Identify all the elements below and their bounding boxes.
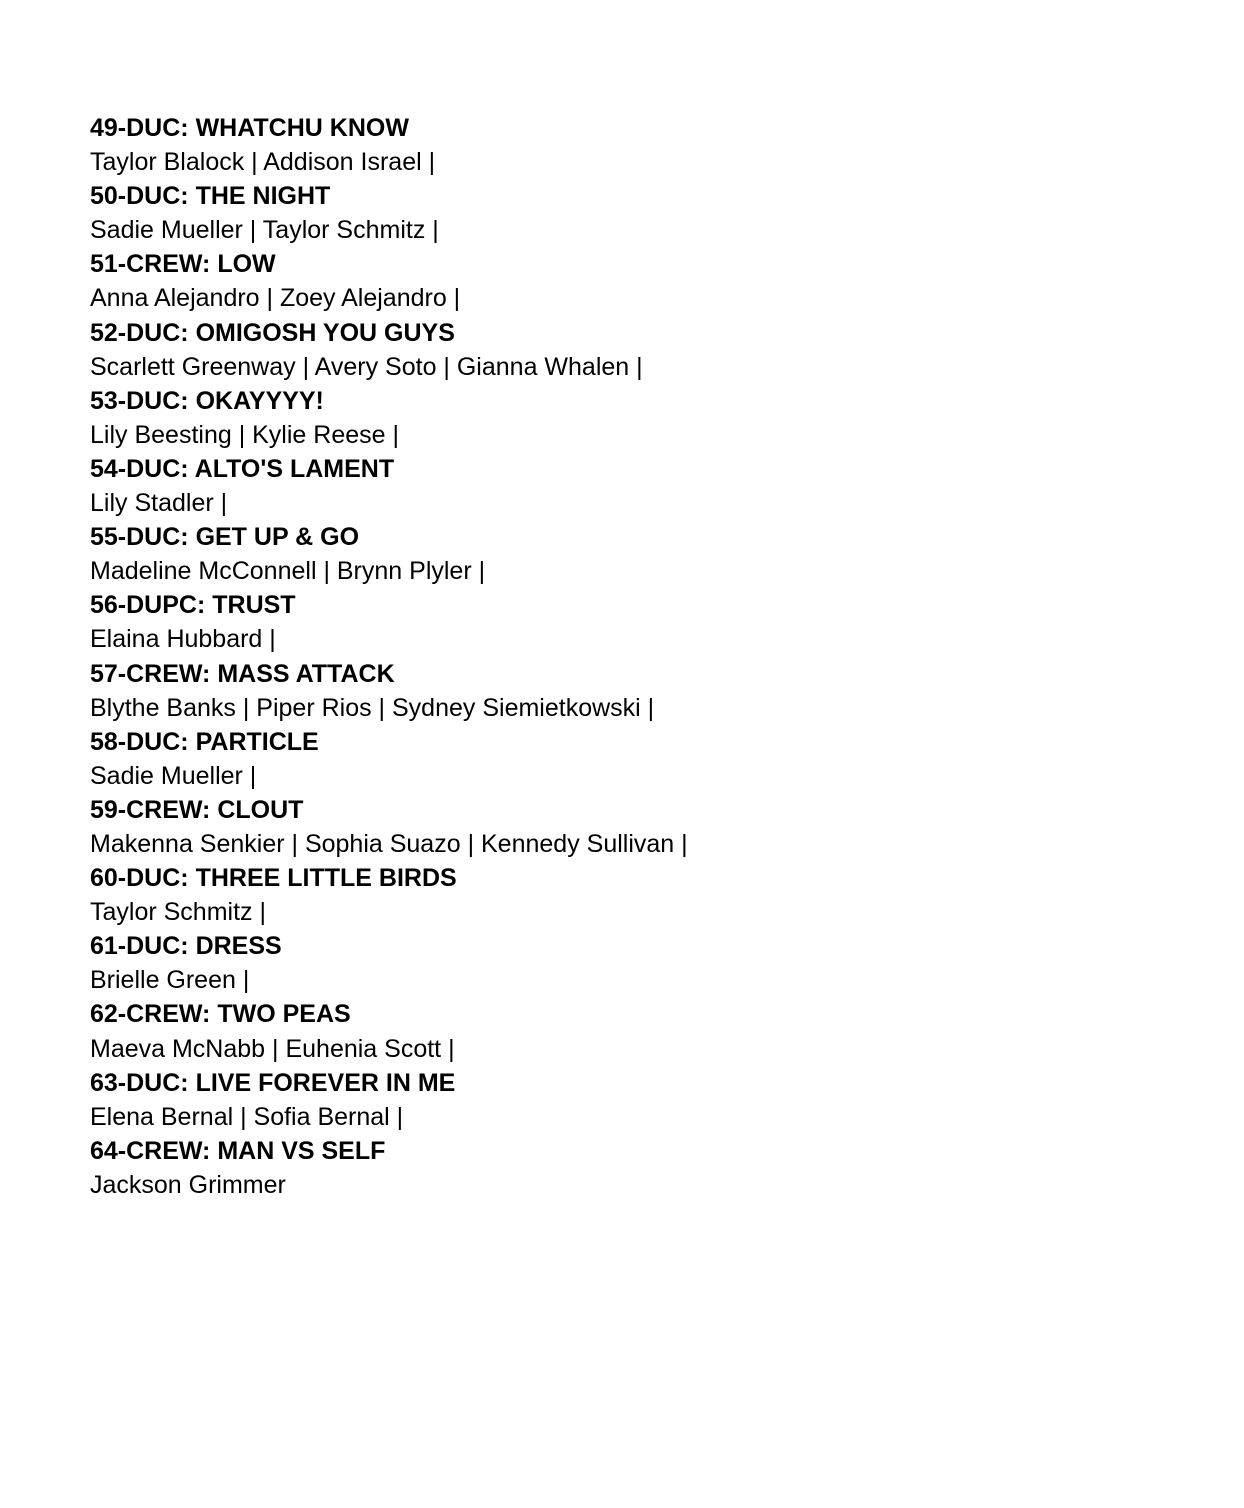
entry-64 [90,1134,1190,1202]
entry-performers: Lily Beesting | Kylie Reese | [90,420,399,449]
entry-performers: Maeva McNabb | Euhenia Scott | [90,1034,455,1063]
entry-performers: Blythe Banks | Piper Rios | Sydney Siemietkowski | [90,693,655,722]
entry-53 [90,384,1190,452]
entry-63 [90,1066,1190,1134]
entry-52 [90,316,1190,384]
entry-title: 56-DUPC: TRUST [90,591,296,620]
entry-title: 58-DUC: PARTICLE [90,727,319,756]
entry-performers: Madeline McConnell | Brynn Plyler | [90,557,486,586]
entry-performers: Sadie Mueller | Taylor Schmitz | [90,216,439,245]
entry-performers: Jackson Grimmer [90,1170,286,1199]
entry-title: 62-CREW: TWO PEAS [90,1000,351,1029]
entry-performers: Lily Stadler | [90,489,228,518]
entry-title: 64-CREW: MAN VS SELF [90,1136,386,1165]
entry-title: 55-DUC: GET UP & GO [90,523,360,552]
entry-title: 51-CREW: LOW [90,250,276,279]
entry-62 [90,997,1190,1065]
entry-performers: Elaina Hubbard | [90,625,276,654]
entry-performers: Anna Alejandro | Zoey Alejandro | [90,284,461,313]
entry-performers: Taylor Blalock | Addison Israel | [90,148,436,177]
entry-56 [90,588,1190,656]
entry-performers: Elena Bernal | Sofia Bernal | [90,1102,404,1131]
entry-58 [90,725,1190,793]
entry-title: 63-DUC: LIVE FOREVER IN ME [90,1068,456,1097]
entry-title: 52-DUC: OMIGOSH YOU GUYS [90,318,455,347]
entry-title: 61-DUC: DRESS [90,932,282,961]
program-list [90,111,1190,1202]
entry-title: 50-DUC: THE NIGHT [90,182,331,211]
entry-performers: Makenna Senkier | Sophia Suazo | Kennedy Sullivan | [90,829,688,858]
entry-performers: Scarlett Greenway | Avery Soto | Gianna Whalen | [90,352,643,381]
entry-title: 53-DUC: OKAYYYY! [90,386,324,415]
entry-50 [90,179,1190,247]
entry-title: 60-DUC: THREE LITTLE BIRDS [90,864,457,893]
entry-49 [90,111,1190,179]
entry-61 [90,929,1190,997]
entry-59 [90,793,1190,861]
entry-performers: Sadie Mueller | [90,761,257,790]
entry-57 [90,657,1190,725]
entry-51 [90,247,1190,315]
entry-title: 49-DUC: WHATCHU KNOW [90,114,409,142]
entry-title: 57-CREW: MASS ATTACK [90,659,395,688]
entry-performers: Taylor Schmitz | [90,898,266,927]
entry-54 [90,452,1190,520]
entry-title: 59-CREW: CLOUT [90,795,304,824]
entry-performers: Brielle Green | [90,966,250,995]
entry-55 [90,520,1190,588]
entry-60 [90,861,1190,929]
entry-title: 54-DUC: ALTO'S LAMENT [90,454,395,483]
